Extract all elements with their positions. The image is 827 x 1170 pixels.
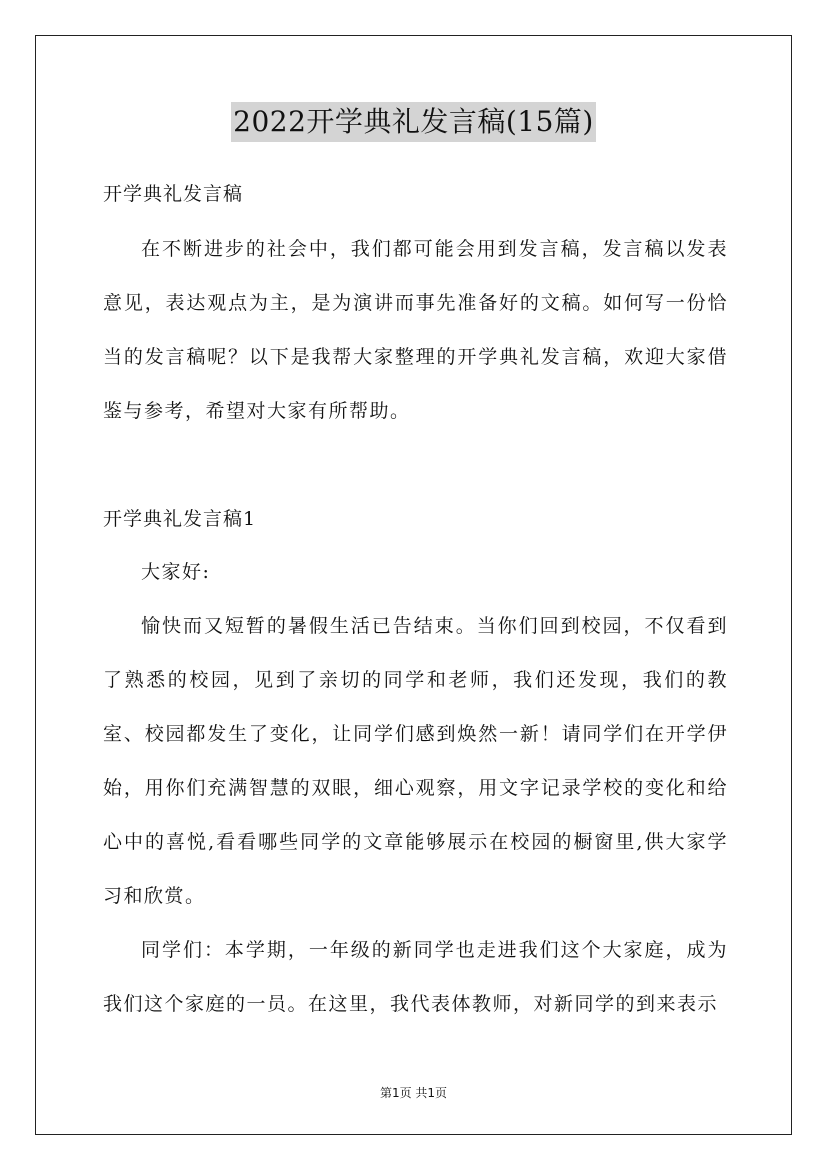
speech-paragraph-2: 同学们：本学期，一年级的新同学也走进我们这个大家庭，成为我们这个家庭的一员。在这里，我代表体教师，对新同学的到来表示 <box>103 939 728 1015</box>
section-heading: 开学典礼发言稿 <box>103 183 244 205</box>
speech-paragraph-2-block <box>103 923 728 1031</box>
document-title: 2022开学典礼发言稿(15篇) <box>231 102 596 142</box>
intro-paragraph: 在不断进步的社会中，我们都可能会用到发言稿，发言稿以发表意见，表达观点为主，是为演讲而事先准备好的文稿。如何写一份恰当的发言稿呢？以下是我帮大家整理的开学典礼发言稿，欢迎大家借鉴与参考，希望对大家有所帮助。 <box>103 238 728 422</box>
speech-paragraph-1: 愉快而又短暂的暑假生活已告结束。当你们回到校园，不仅看到了熟悉的校园，见到了亲切的同学和老师，我们还发现，我们的教室、校园都发生了变化，让同学们感到焕然一新！请同学们在开学伊始，用你们充满智慧的双眼，细心观察，用文字记录学校的变化和给心中的喜悦,看看哪些同学的文章能够展示在校园的橱窗里,供大家学习和欣赏。 <box>103 615 728 907</box>
speech-greeting-block <box>103 545 728 599</box>
page-footer: 第1页 共1页 <box>379 1086 448 1100</box>
greeting: 大家好: <box>141 561 211 583</box>
intro-block <box>103 222 728 438</box>
speech-heading: 开学典礼发言稿1 <box>103 508 257 530</box>
speech-paragraph-1-block <box>103 599 728 923</box>
title-wrap <box>0 102 827 142</box>
